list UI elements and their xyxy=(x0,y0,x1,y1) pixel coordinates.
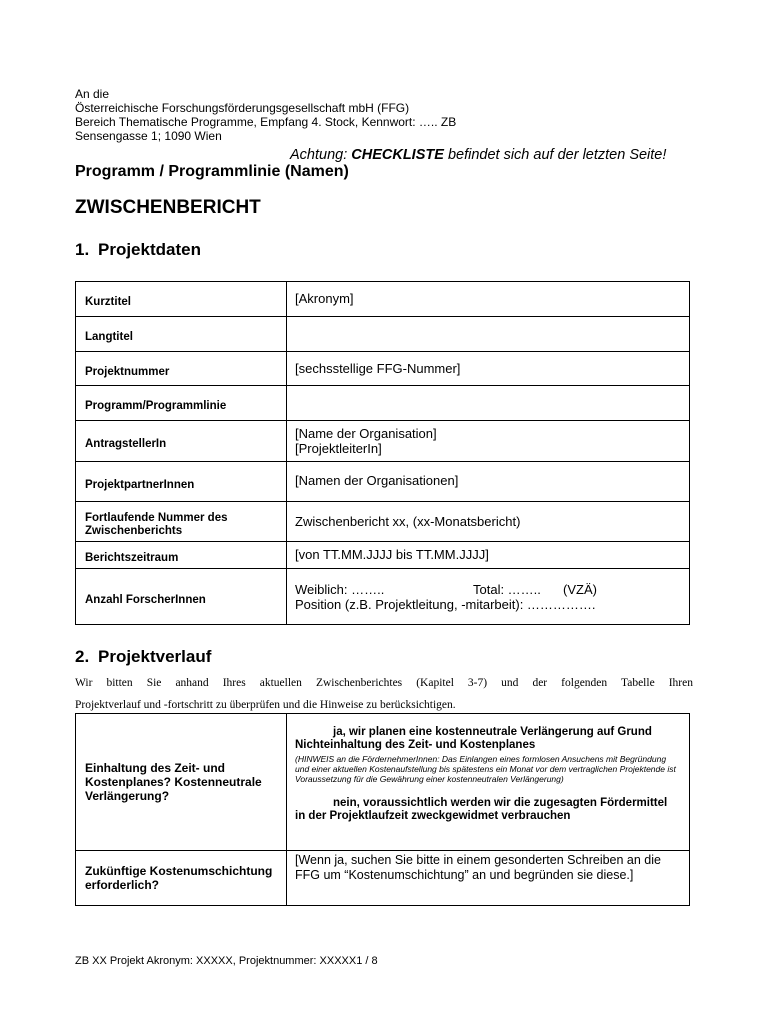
address-line-2: Österreichische Forschungsförderungsgesellschaft mbH (FFG) xyxy=(75,101,410,115)
row-value-projektnummer[interactable]: [sechsstellige FFG-Nummer] xyxy=(287,352,690,386)
row-value-zwischenbericht-nummer[interactable]: Zwischenbericht xx, (xx-Monatsbericht) xyxy=(287,502,690,542)
antragsteller-organisation: [Name der Organisation] xyxy=(295,426,437,441)
table-row xyxy=(76,714,690,851)
table-row xyxy=(76,352,690,386)
row-label-projektnummer: Projektnummer xyxy=(76,352,287,386)
progress-table xyxy=(75,713,690,906)
address-line-4: Sensengasse 1; 1090 Wien xyxy=(75,129,222,143)
option-ja[interactable]: ja, wir planen eine kostenneutrale Verlängerung auf Grund Nichteinhaltung des Zeit- und Kostenplanes xyxy=(295,726,652,751)
row-label-kostenumschichtung: Zukünftige Kostenumschichtung erforderlich? xyxy=(76,851,287,906)
row-value-kurztitel[interactable]: [Akronym] xyxy=(287,282,690,317)
vzae-unit: (VZÄ) xyxy=(563,581,597,597)
section-1-heading xyxy=(75,240,201,260)
row-label-partner: ProjektpartnerInnen xyxy=(76,462,287,502)
option-nein[interactable]: nein, voraussichtlich werden wir die zugesagten Fördermittel in der Projektlaufzeit zweckgewidmet verbrauchen xyxy=(295,797,668,822)
section-2-title: Projektverlauf xyxy=(98,647,212,666)
forscherinnen-position: Position (z.B. Projektleitung, -mitarbeit): ……………. xyxy=(295,596,596,612)
row-value-partner[interactable]: [Namen der Organisationen] xyxy=(287,462,690,502)
table-row xyxy=(76,851,690,906)
total-count: Total: …….. xyxy=(473,581,541,597)
table-row xyxy=(76,502,690,542)
intro-line-1: Wir bitten Sie anhand Ihres aktuellen Zwischenberichtes (Kapitel 3-7) und der folgenden Tabelle Ihren xyxy=(75,677,693,689)
row-label-zwischenbericht-nummer: Fortlaufende Nummer des Zwischenberichts xyxy=(76,502,287,542)
antragsteller-projektleiter: [ProjektleiterIn] xyxy=(295,441,382,456)
table-row xyxy=(76,462,690,502)
row-value-antragsteller[interactable] xyxy=(287,421,690,462)
row-label-zeitplan: Einhaltung des Zeit- und Kostenplanes? Kostenneutrale Verlängerung? xyxy=(76,714,287,851)
section-2-heading xyxy=(75,647,211,667)
row-value-langtitel[interactable] xyxy=(287,317,690,352)
table-row xyxy=(76,317,690,352)
row-label-berichtszeitraum: Berichtszeitraum xyxy=(76,542,287,569)
section-1-title: Projektdaten xyxy=(98,240,201,259)
row-value-kostenumschichtung[interactable]: [Wenn ja, suchen Sie bitte in einem gesonderten Schreiben an die FFG um “Kostenumschichtung” an und begründen sie diese.] xyxy=(287,851,690,906)
intro-line-2: Projektverlauf und -fortschritt zu überprüfen und die Hinweise zu berücksichtigen. xyxy=(75,699,456,711)
table-row xyxy=(76,386,690,421)
section-1-number: 1. xyxy=(75,240,90,259)
row-label-kurztitel: Kurztitel xyxy=(76,282,287,317)
recipient-address xyxy=(75,87,456,143)
row-label-langtitel: Langtitel xyxy=(76,317,287,352)
weiblich-count: Weiblich: …….. xyxy=(295,581,385,597)
notice-prefix: Achtung: xyxy=(290,147,352,163)
forscherinnen-counts xyxy=(295,582,680,597)
row-value-programm[interactable] xyxy=(287,386,690,421)
project-data-table xyxy=(75,281,690,625)
row-value-berichtszeitraum[interactable]: [von TT.MM.JJJJ bis TT.MM.JJJJ] xyxy=(287,542,690,569)
section-2-number: 2. xyxy=(75,647,90,666)
notice-emphasis: CHECKLISTE xyxy=(351,147,444,163)
row-label-antragsteller: AntragstellerIn xyxy=(76,421,287,462)
program-title: Programm / Programmlinie (Namen) xyxy=(75,163,349,180)
page-footer: ZB XX Projekt Akronym: XXXXX, Projektnummer: XXXXX1 / 8 xyxy=(75,955,378,967)
address-line-1: An die xyxy=(75,87,110,101)
table-row xyxy=(76,569,690,625)
section-2-intro xyxy=(75,672,693,716)
table-row xyxy=(76,421,690,462)
notice-suffix: befindet sich auf der letzten Seite! xyxy=(443,147,667,163)
table-row xyxy=(76,282,690,317)
table-row xyxy=(76,542,690,569)
row-value-zeitplan xyxy=(287,714,690,851)
row-label-forscherinnen: Anzahl ForscherInnen xyxy=(76,569,287,625)
address-line-3: Bereich Thematische Programme, Empfang 4. Stock, Kennwort: ….. ZB xyxy=(75,115,457,129)
row-label-programm: Programm/Programmlinie xyxy=(76,386,287,421)
report-title: ZWISCHENBERICHT xyxy=(75,197,261,218)
checklist-notice xyxy=(290,147,666,163)
option-ja-hint: (HINWEIS an die FördernehmerInnen: Das Einlangen eines formlosen Ansuchens mit Begründung und einer aktuellen Kostenaufstellung bis spätestens ein Monat vor dem vertraglichen Projektende ist Voraussetzung für die Gewährung einer kostenneutralen Verlängerung) xyxy=(295,754,676,784)
row-value-forscherinnen[interactable] xyxy=(287,569,690,625)
